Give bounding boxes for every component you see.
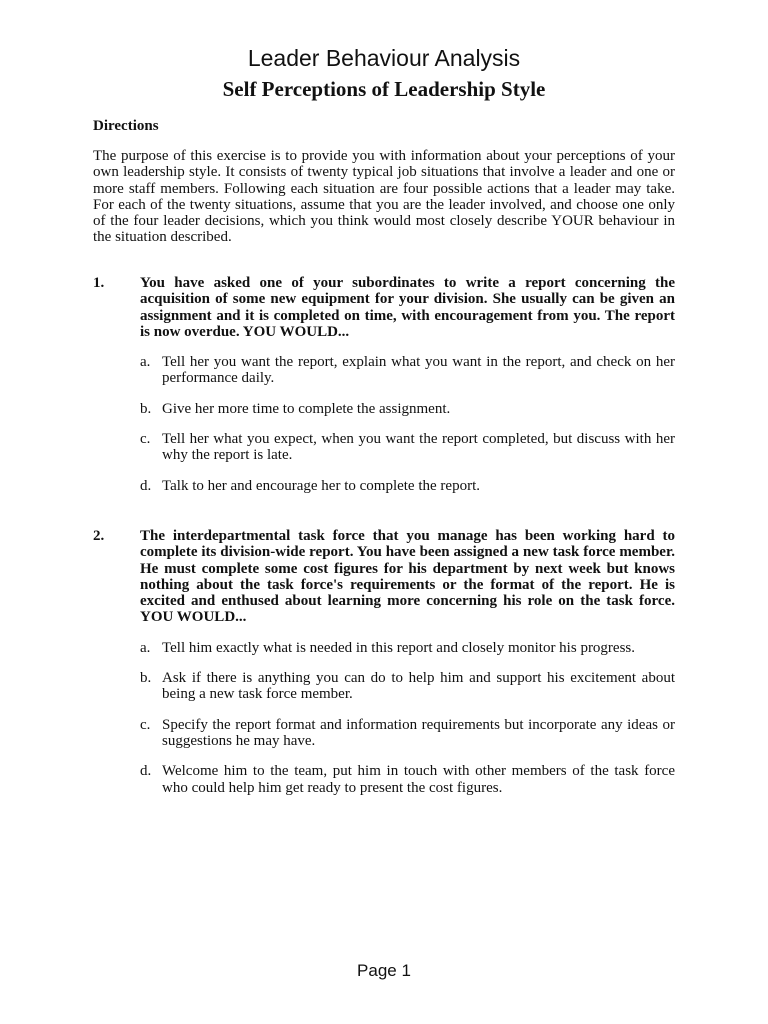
option-text: Ask if there is anything you can do to help him and support his excitement about being a new task force member.	[162, 670, 675, 703]
question-1	[93, 275, 675, 494]
directions-heading: Directions	[93, 118, 159, 134]
answer-option-2b	[93, 670, 675, 703]
answer-option-1c	[93, 431, 675, 464]
option-letter: c.	[140, 716, 151, 733]
answer-option-2d	[93, 763, 675, 796]
page-subtitle: Self Perceptions of Leadership Style	[222, 77, 546, 101]
option-letter: a.	[140, 354, 151, 371]
option-letter: b.	[140, 670, 152, 687]
answer-option-1d	[93, 478, 675, 494]
option-letter: c.	[140, 431, 151, 448]
page-title: Leader Behaviour Analysis	[247, 45, 521, 71]
question-number: 1.	[93, 275, 105, 291]
option-letter: a.	[140, 639, 151, 656]
option-text: Tell her what you expect, when you want the report completed, but discuss with her why the report is late.	[162, 431, 675, 464]
answer-option-2a	[93, 640, 675, 656]
option-text: Welcome him to the team, put him in touch with other members of the task force who could help him get ready to present the cost figures.	[162, 763, 675, 796]
question-2-head	[93, 528, 675, 626]
option-text: Give her more time to complete the assignment.	[162, 400, 451, 417]
option-text: Tell him exactly what is needed in this report and closely monitor his progress.	[162, 639, 636, 656]
question-2	[93, 528, 675, 796]
option-text: Specify the report format and information requirements but incorporate any ideas or suggestions he may have.	[162, 716, 675, 749]
question-text: The interdepartmental task force that you manage has been working hard to complete its division-wide report. You have been assigned a new task force member. He must complete some cost figures for his department by next week but knows nothing about the task force's requirements or the format of the report. He is excited and enthused about learning more concerning his role on the task force. YOU WOULD...	[140, 528, 675, 626]
answer-option-1b	[93, 401, 675, 417]
option-text: Tell her you want the report, explain what you want in the report, and check on her performance daily.	[162, 354, 675, 387]
page-number: Page 1	[357, 961, 411, 980]
option-letter: d.	[140, 477, 152, 494]
option-text: Talk to her and encourage her to complete the report.	[162, 477, 480, 494]
answer-option-1a	[93, 354, 675, 387]
question-number: 2.	[93, 528, 105, 544]
option-letter: b.	[140, 400, 152, 417]
directions-text: The purpose of this exercise is to provide you with information about your perceptions of your own leadership style. It consists of twenty typical job situations that involve a leader and one or more staff members. Following each situation are four possible actions that a leader may take. For each of the twenty situations, assume that you are the leader involved, and choose one only of the four leader decisions, which you think would most closely describe YOUR behaviour in the situation described.	[93, 148, 675, 246]
option-letter: d.	[140, 763, 152, 780]
answer-option-2c	[93, 717, 675, 750]
question-1-head	[93, 275, 675, 340]
question-text: You have asked one of your subordinates to write a report concerning the acquisition of some new equipment for your division. She usually can be given an assignment and it is completed on time, with encouragement from you. The report is now overdue. YOU WOULD...	[140, 275, 675, 340]
